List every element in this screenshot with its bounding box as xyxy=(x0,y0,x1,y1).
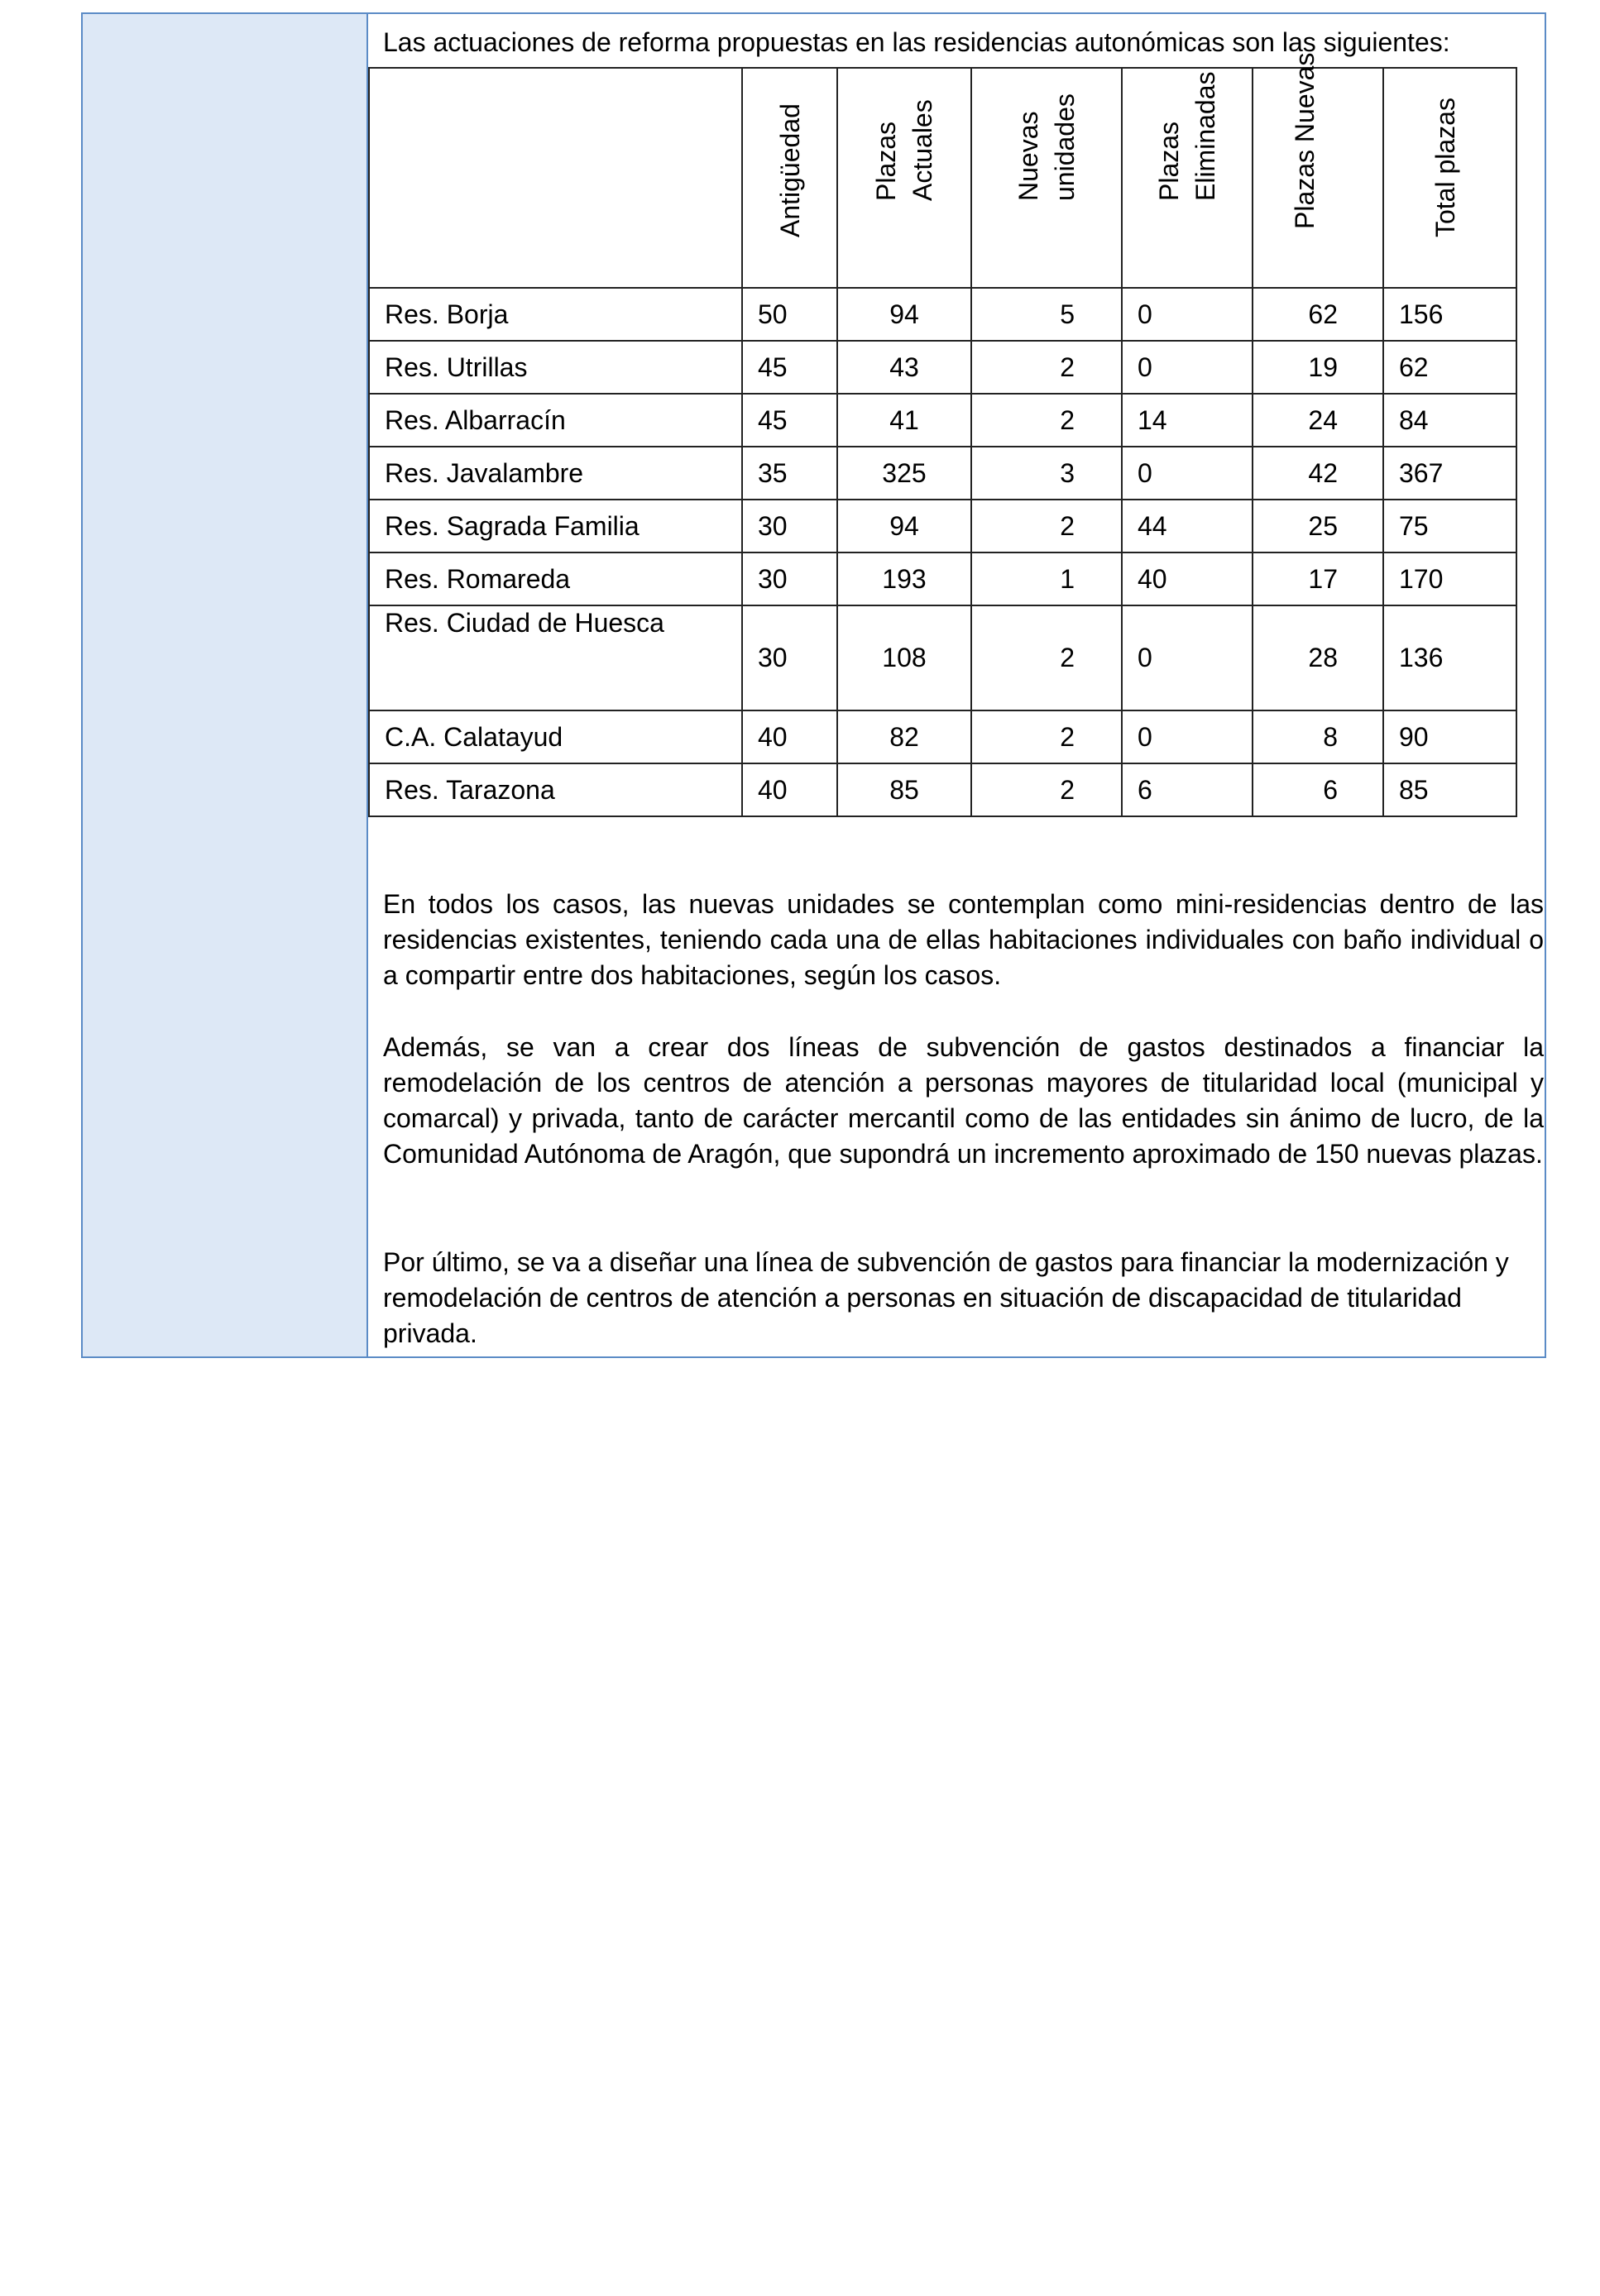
table-header-row xyxy=(369,68,1516,288)
header-antiguedad-label: Antigüedad xyxy=(774,103,805,237)
cell-plazas-nuevas: 17 xyxy=(1253,552,1383,605)
cell-antiguedad: 30 xyxy=(742,552,837,605)
cell-antiguedad: 50 xyxy=(742,288,837,341)
cell-plazas-nuevas: 24 xyxy=(1253,394,1383,447)
cell-plazas-actuales: 193 xyxy=(837,552,971,605)
header-nuevas-unidades xyxy=(971,68,1122,288)
header-plazas-nuevas-label: Plazas Nuevas xyxy=(1290,52,1320,229)
cell-nuevas-unidades: 3 xyxy=(971,447,1122,500)
cell-plazas-eliminadas: 0 xyxy=(1122,341,1253,394)
header-plazas-eliminadas xyxy=(1122,68,1253,288)
cell-plazas-nuevas: 62 xyxy=(1253,288,1383,341)
cell-plazas-nuevas: 6 xyxy=(1253,763,1383,816)
cell-antiguedad: 45 xyxy=(742,341,837,394)
cell-nuevas-unidades: 2 xyxy=(971,500,1122,552)
cell-plazas-nuevas: 28 xyxy=(1253,605,1383,710)
cell-total-plazas: 62 xyxy=(1383,341,1516,394)
cell-plazas-eliminadas: 0 xyxy=(1122,605,1253,710)
cell-name: Res. Albarracín xyxy=(369,394,742,447)
header-total-plazas xyxy=(1383,68,1516,288)
cell-plazas-eliminadas: 40 xyxy=(1122,552,1253,605)
residences-table xyxy=(368,52,1517,817)
cell-nuevas-unidades: 2 xyxy=(971,341,1122,394)
cell-total-plazas: 156 xyxy=(1383,288,1516,341)
cell-plazas-eliminadas: 6 xyxy=(1122,763,1253,816)
paragraph-subvencion-mayores: Además, se van a crear dos líneas de subvención de gastos destinados a financiar la remodelación de los centros de atención a personas mayores de titularidad local (municipal y comarcal) y privada, tanto de carácter mercantil como de las entidades sin ánimo de lucro, de la Comunidad Autónoma de Aragón, que supondrá un incremento aproximado de 150 nuevas plazas. xyxy=(383,1032,1544,1169)
cell-antiguedad: 40 xyxy=(742,710,837,763)
cell-antiguedad: 40 xyxy=(742,763,837,816)
cell-plazas-nuevas: 19 xyxy=(1253,341,1383,394)
table-row xyxy=(369,394,1516,447)
cell-name: Res. Borja xyxy=(369,288,742,341)
header-antiguedad xyxy=(742,68,837,288)
table-row xyxy=(369,341,1516,394)
cell-plazas-actuales: 94 xyxy=(837,288,971,341)
cell-nuevas-unidades: 2 xyxy=(971,394,1122,447)
content-cell xyxy=(368,14,1545,1356)
cell-name: C.A. Calatayud xyxy=(369,710,742,763)
header-plazas-actuales xyxy=(837,68,971,288)
paragraph-mini-residencias: En todos los casos, las nuevas unidades se contemplan como mini-residencias dentro de las residencias existentes, teniendo cada una de ellas habitaciones individuales con baño individual o a compartir entre dos habitaciones, según los casos. xyxy=(383,889,1544,990)
document-frame xyxy=(81,12,1546,1358)
cell-plazas-nuevas: 8 xyxy=(1253,710,1383,763)
cell-total-plazas: 85 xyxy=(1383,763,1516,816)
table-row xyxy=(369,500,1516,552)
table-row xyxy=(369,447,1516,500)
cell-name: Res. Utrillas xyxy=(369,341,742,394)
cell-total-plazas: 136 xyxy=(1383,605,1516,710)
cell-nuevas-unidades: 2 xyxy=(971,605,1122,710)
cell-plazas-nuevas: 42 xyxy=(1253,447,1383,500)
cell-plazas-actuales: 94 xyxy=(837,500,971,552)
cell-plazas-actuales: 108 xyxy=(837,605,971,710)
cell-nuevas-unidades: 2 xyxy=(971,763,1122,816)
cell-name: Res. Sagrada Familia xyxy=(369,500,742,552)
cell-plazas-eliminadas: 44 xyxy=(1122,500,1253,552)
table-row xyxy=(369,605,1516,710)
cell-antiguedad: 30 xyxy=(742,500,837,552)
table-row xyxy=(369,288,1516,341)
cell-antiguedad: 45 xyxy=(742,394,837,447)
paragraph-subvencion-discapacidad: Por último, se va a diseñar una línea de subvención de gastos para financiar la modernización y remodelación de centros de atención a personas en situación de discapacidad de titularidad privada. xyxy=(383,1247,1509,1348)
cell-plazas-actuales: 41 xyxy=(837,394,971,447)
cell-name: Res. Tarazona xyxy=(369,763,742,816)
cell-total-plazas: 75 xyxy=(1383,500,1516,552)
header-name xyxy=(369,68,742,288)
header-nuevas-unidades-label-1: Nuevas xyxy=(1013,111,1043,201)
cell-antiguedad: 35 xyxy=(742,447,837,500)
header-total-plazas-label: Total plazas xyxy=(1430,98,1460,237)
cell-plazas-eliminadas: 0 xyxy=(1122,447,1253,500)
cell-total-plazas: 170 xyxy=(1383,552,1516,605)
cell-name: Res. Ciudad de Huesca xyxy=(369,605,742,710)
left-shaded-column xyxy=(83,14,368,1356)
cell-total-plazas: 367 xyxy=(1383,447,1516,500)
cell-plazas-actuales: 85 xyxy=(837,763,971,816)
cell-plazas-nuevas: 25 xyxy=(1253,500,1383,552)
header-nuevas-unidades-label-2: unidades xyxy=(1050,93,1080,201)
header-plazas-nuevas xyxy=(1253,52,1383,288)
cell-plazas-eliminadas: 0 xyxy=(1122,288,1253,341)
cell-name: Res. Javalambre xyxy=(369,447,742,500)
header-plazas-eliminadas-label-2: Eliminadas xyxy=(1190,71,1220,201)
cell-nuevas-unidades: 5 xyxy=(971,288,1122,341)
cell-plazas-actuales: 82 xyxy=(837,710,971,763)
cell-name: Res. Romareda xyxy=(369,552,742,605)
header-plazas-actuales-label-1: Plazas xyxy=(871,121,901,201)
intro-text: Las actuaciones de reforma propuestas en las residencias autonómicas son las siguientes: xyxy=(383,27,1450,57)
table-row xyxy=(369,710,1516,763)
table-row xyxy=(369,763,1516,816)
header-plazas-actuales-label-2: Actuales xyxy=(908,99,937,201)
header-plazas-eliminadas-label-1: Plazas xyxy=(1154,121,1184,201)
table-row xyxy=(369,552,1516,605)
cell-total-plazas: 84 xyxy=(1383,394,1516,447)
cell-antiguedad: 30 xyxy=(742,605,837,710)
cell-plazas-actuales: 43 xyxy=(837,341,971,394)
cell-total-plazas: 90 xyxy=(1383,710,1516,763)
cell-nuevas-unidades: 2 xyxy=(971,710,1122,763)
cell-plazas-actuales: 325 xyxy=(837,447,971,500)
cell-plazas-eliminadas: 14 xyxy=(1122,394,1253,447)
cell-nuevas-unidades: 1 xyxy=(971,552,1122,605)
cell-plazas-eliminadas: 0 xyxy=(1122,710,1253,763)
